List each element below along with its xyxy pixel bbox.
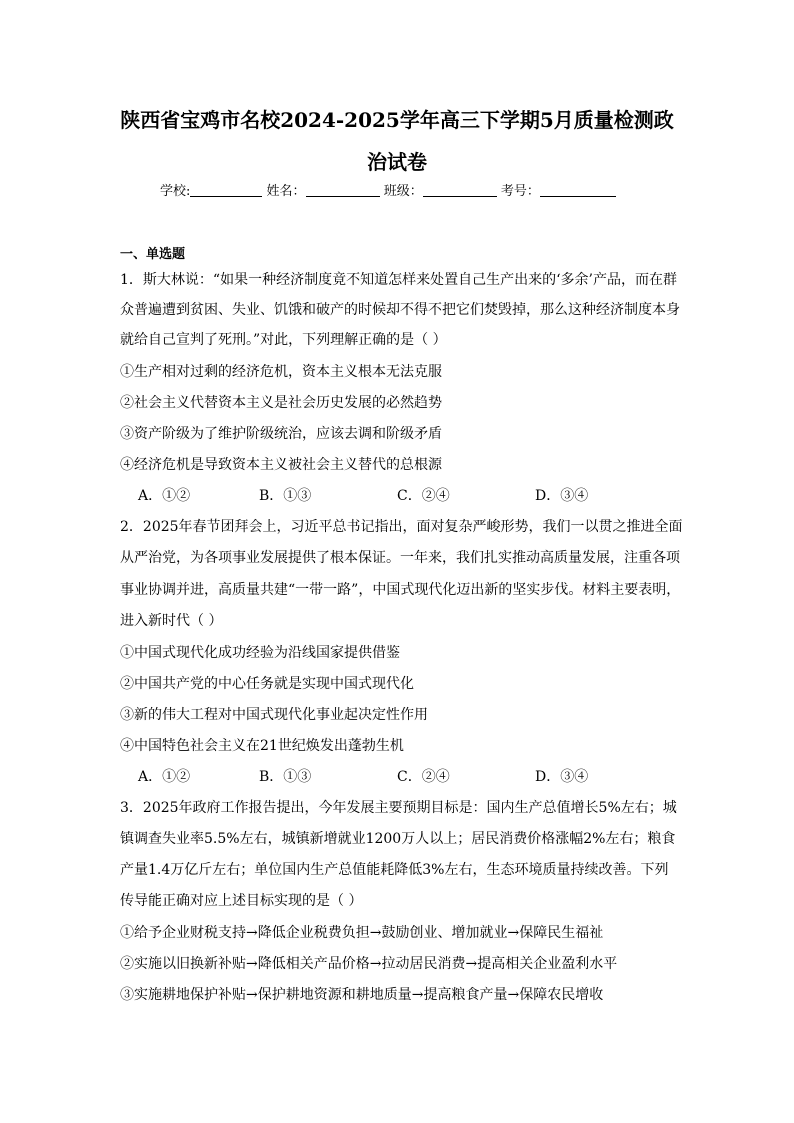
question-2-option-c[interactable]: C．②④ — [397, 769, 450, 785]
question-3-item-2: ②实施以旧换新补贴→降低相关产品价格→拉动居民消费→提高相关企业盈利水平 — [120, 956, 618, 972]
question-1-line-3: 就给自己宣判了死刑。”对此，下列理解正确的是（ ） — [120, 332, 447, 348]
question-3-item-1: ①给予企业财税支持→降低企业税费负担→鼓励创业、增加就业→保障民生福祉 — [120, 925, 604, 941]
question-2-item-4: ④中国特色社会主义在21世纪焕发出蓬勃生机 — [120, 738, 404, 754]
question-2-item-1: ①中国式现代化成功经验为沿线国家提供借鉴 — [120, 645, 400, 661]
question-2-line-1: 2．2025年春节团拜会上，习近平总书记指出，面对复杂严峻形势，我们一以贯之推进全面 — [120, 519, 683, 535]
student-info-row — [160, 180, 640, 199]
question-2-option-d[interactable]: D．③④ — [535, 769, 589, 785]
school-label: 学校: — [160, 184, 191, 199]
question-1-options — [138, 486, 615, 506]
exam-number-blank[interactable] — [540, 182, 616, 197]
question-1-line-2: 众普遍遭到贫困、失业、饥饿和破产的时候却不得不把它们焚毁掉，那么这种经济制度本身 — [120, 302, 680, 318]
question-2-line-3: 事业协调并进，高质量共建“一带一路”，中国式现代化迈出新的坚实步伐。材料主要表明， — [120, 582, 681, 598]
question-2-option-a[interactable]: A．①② — [138, 769, 191, 785]
question-2-item-2: ②中国共产党的中心任务就是实现中国式现代化 — [120, 676, 414, 692]
question-3-line-2: 镇调查失业率5.5%左右，城镇新增就业1200万人以上；居民消费价格涨幅2%左右；粮食 — [120, 831, 676, 847]
question-1-item-1: ①生产相对过剩的经济危机，资本主义根本无法克服 — [120, 364, 442, 380]
question-3-line-4: 传导能正确对应上述目标实现的是（ ） — [120, 893, 363, 909]
section-heading: 一、单选题 — [120, 247, 186, 262]
question-1-line-1: 1．斯大林说：“如果一种经济制度竟不知道怎样来处置自己生产出来的‘多余’产品，而在群 — [120, 272, 677, 288]
question-3-item-3: ③实施耕地保护补贴→保护耕地资源和耕地质量→提高粮食产量→保障农民增收 — [120, 987, 604, 1003]
question-2-options — [138, 767, 615, 787]
question-2-line-2: 从严治党，为各项事业发展提供了根本保证。一年来，我们扎实推动高质量发展，注重各项 — [120, 550, 680, 566]
question-3-line-3: 产量1.4万亿斤左右；单位国内生产总值能耗降低3%左右，生态环境质量持续改善。下列 — [120, 862, 669, 878]
exam-number-label: 考号： — [500, 184, 540, 199]
question-1-item-3: ③资产阶级为了维护阶级统治，应该去调和阶级矛盾 — [120, 426, 442, 442]
question-1-option-a[interactable]: A．①② — [138, 488, 191, 504]
name-blank[interactable] — [306, 182, 380, 197]
question-1-option-c[interactable]: C．②④ — [397, 488, 450, 504]
question-1-item-4: ④经济危机是导致资本主义被社会主义替代的总根源 — [120, 457, 442, 473]
question-2-line-4: 进入新时代（ ） — [120, 613, 223, 629]
question-2-option-b[interactable]: B．①③ — [259, 769, 312, 785]
question-1-option-b[interactable]: B．①③ — [259, 488, 312, 504]
exam-title-line2: 治试卷 — [367, 150, 427, 174]
question-1-item-2: ②社会主义代替资本主义是社会历史发展的必然趋势 — [120, 395, 442, 411]
exam-title-line1: 陕西省宝鸡市名校2024-2025学年高三下学期5月质量检测政 — [120, 108, 674, 132]
school-blank[interactable] — [190, 182, 262, 197]
class-blank[interactable] — [423, 182, 497, 197]
question-1-option-d[interactable]: D．③④ — [535, 488, 589, 504]
question-2-item-3: ③新的伟大工程对中国式现代化事业起决定性作用 — [120, 707, 428, 723]
class-label: 班级： — [383, 184, 423, 199]
question-3-line-1: 3．2025年政府工作报告提出，今年发展主要预期目标是：国内生产总值增长5%左右；城 — [120, 800, 677, 816]
name-label: 姓名： — [266, 184, 306, 199]
